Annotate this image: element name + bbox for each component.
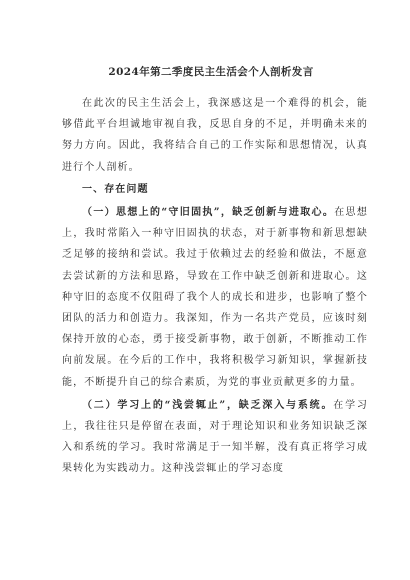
section-heading-problems: 一、存在问题 [82, 183, 149, 195]
intro-paragraph: 在此次的民主生活会上，我深感这是一个难得的机会，能够借此平台坦诚地审视自我，反思自身的不足，并明确未来的努力方向。因此，我将结合自己的工作实际和思想情况，认真进行个人剖析。 [62, 98, 368, 173]
point-2-heading: （二）学习上的“浅尝辄止”，缺乏深入与系统。 [82, 399, 334, 411]
point-1-paragraph [62, 202, 368, 393]
point-1-heading: （一）思想上的“守旧固执”，缺乏创新与进取心。 [82, 207, 335, 219]
point-2-paragraph [62, 395, 368, 480]
document-title: 2024年第二季度民主生活会个人剖析发言 [108, 66, 314, 78]
point-2-body: 在学习上，我往往只是停留在表面，对于理论知识和业务知识缺乏深入和系统的学习。我时常满足于一知半解，没有真正将学习成果转化为实践动力。这种浅尝辄止的学习态度 [62, 399, 368, 475]
point-1-body: 在思想上，我时常陷入一种守旧固执的状态，对于新事物和新思想缺乏足够的接纳和尝试。我过于依赖过去的经验和做法，不愿意去尝试新的方法和思路，导致在工作中缺乏创新和进取心。这种守旧的态度不仅阻碍了我个人的成长和进步，也影响了整个团队的活力和创造力。我深知，作为一名共产党员，应该时刻保持开放的心态，勇于接受新事物，敢于创新，不断推动工作向前发展。在今后的工作中，我将积极学习新知识，掌握新技能，不断提升自己的综合素质，为党的事业贡献更多的力量。 [62, 207, 368, 388]
